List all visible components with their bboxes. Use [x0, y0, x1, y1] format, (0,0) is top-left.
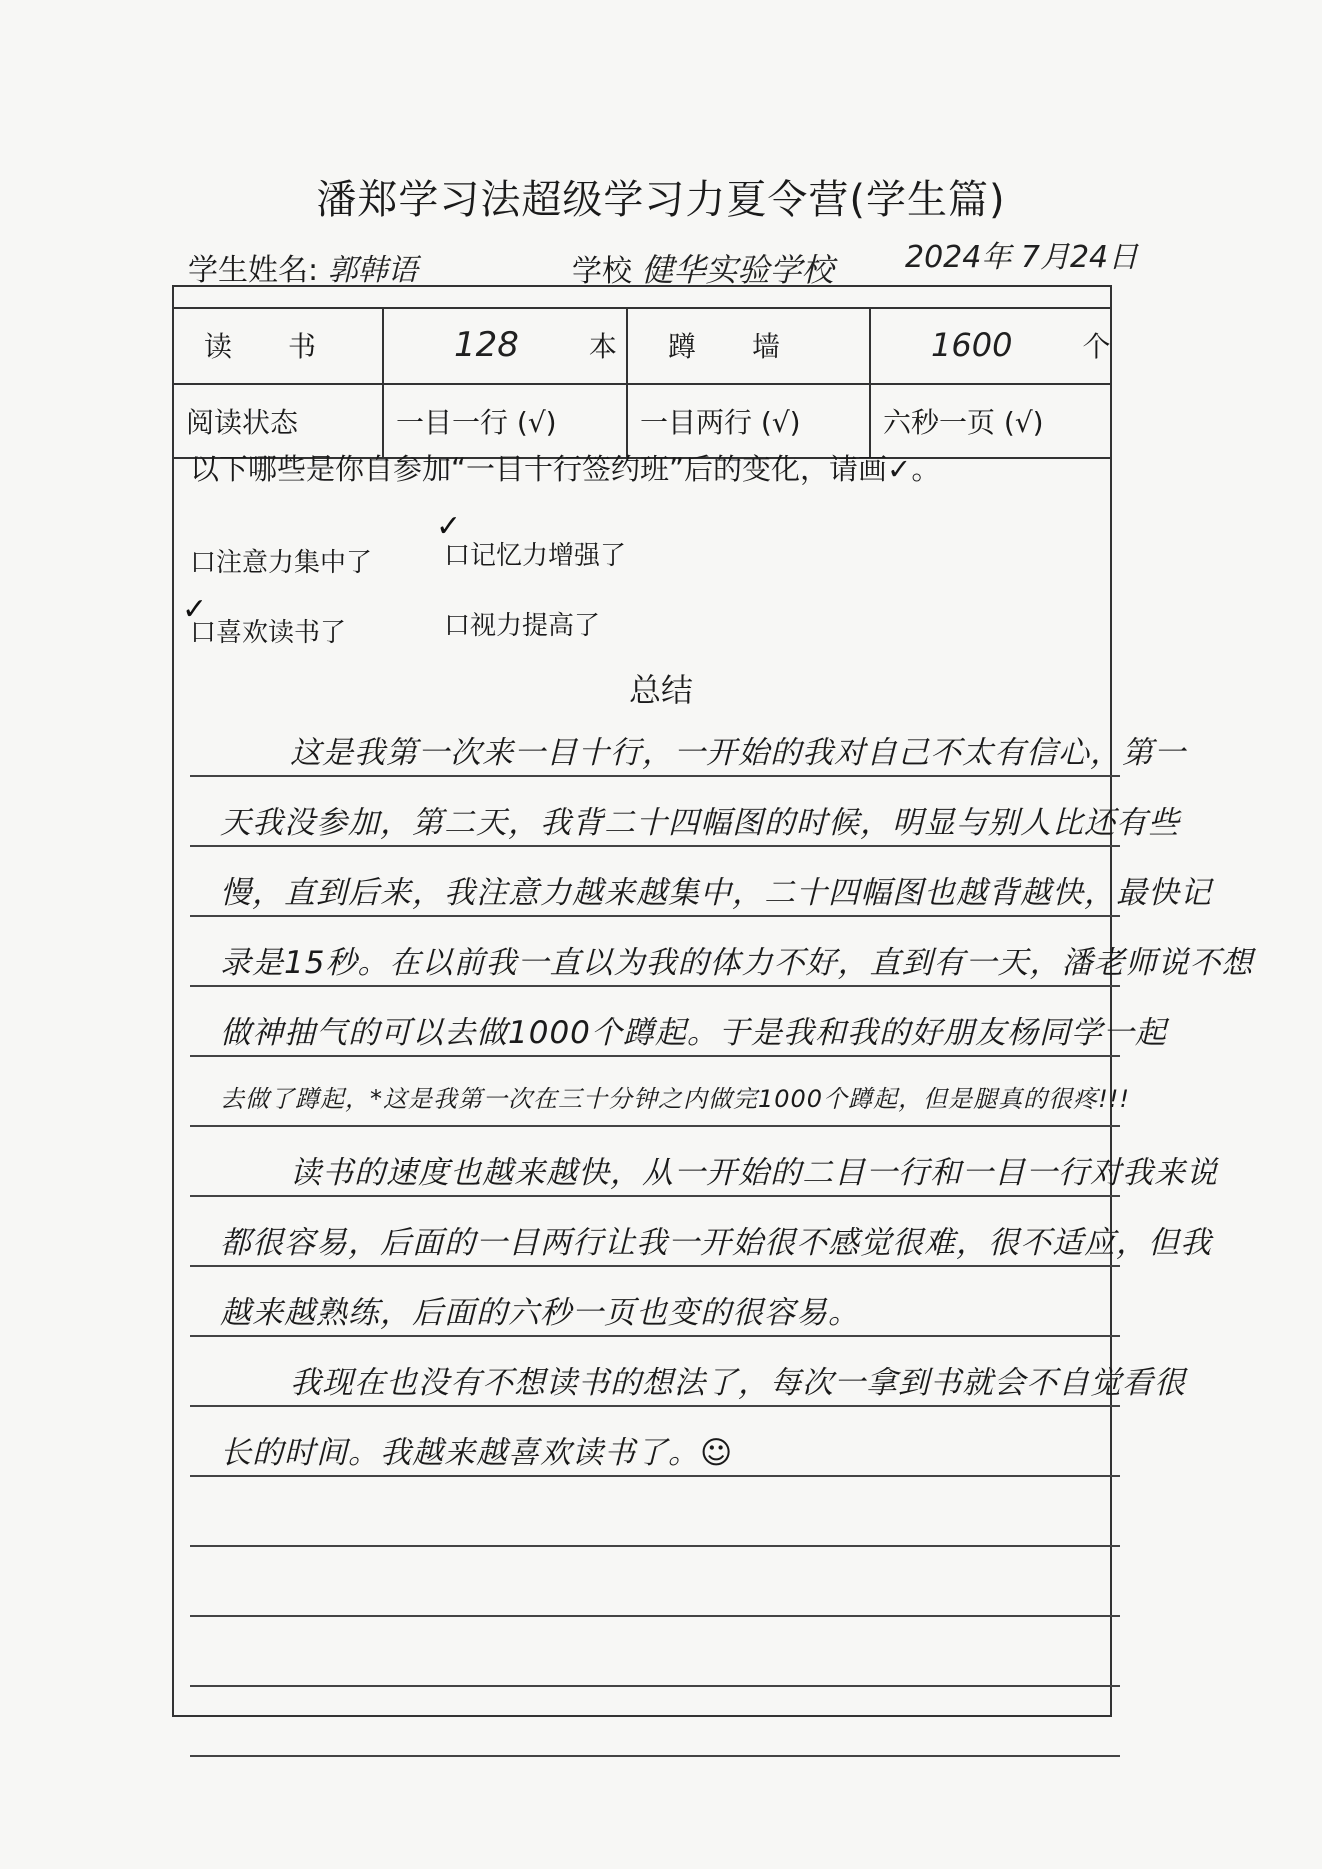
status-label: 阅读状态 — [174, 385, 384, 457]
date-value: 2024年 7月24日 — [905, 240, 1139, 275]
summary-line: 录是15秒。在以前我一直以为我的体力不好，直到有一天，潘老师说不想 — [220, 945, 1254, 981]
option-attention: 口注意力集中了 — [190, 548, 373, 578]
summary-line: 越来越熟练，后面的六秒一页也变的很容易。 — [220, 1295, 860, 1331]
student-name-value: 郭韩语 — [327, 253, 418, 288]
reading-value-cell — [384, 307, 628, 383]
status-opt-3: 六秒一页 (√) — [883, 406, 1044, 439]
option-reading: 口喜欢读书了 — [190, 618, 347, 648]
reading-row — [174, 307, 1110, 385]
wall-value-cell — [871, 307, 1114, 383]
summary-line: 我现在也没有不想读书的想法了，每次一拿到书就会不自觉看很 — [290, 1365, 1186, 1401]
wall-value: 1600 — [931, 326, 1013, 364]
summary-line: 这是我第一次来一目十行，一开始的我对自己不太有信心，第一 — [290, 735, 1186, 771]
page-title: 潘郑学习法超级学习力夏令营(学生篇) — [316, 177, 1006, 223]
status-opt-2: 一目两行 (√) — [628, 385, 871, 457]
summary-line: 长的时间。我越来越喜欢读书了。☺ — [220, 1435, 734, 1471]
school-value: 健华实验学校 — [641, 251, 834, 289]
school-label: 学校 — [572, 254, 632, 289]
reading-label: 读 书 — [174, 307, 384, 383]
summary-line: 去做了蹲起，*这是我第一次在三十分钟之内做完1000个蹲起，但是腿真的很疼!!! — [220, 1085, 1130, 1113]
summary-line: 读书的速度也越来越快，从一开始的二目一行和一目一行对我来说 — [290, 1155, 1218, 1191]
check-mark-icon: ✓ — [182, 592, 208, 627]
option-memory: 口记忆力增强了 — [444, 541, 627, 571]
summary-line: 天我没参加，第二天，我背二十四幅图的时候，明显与别人比还有些 — [220, 805, 1180, 841]
summary-line: 都很容易，后面的一目两行让我一开始很不感觉很难，很不适应，但我 — [220, 1225, 1212, 1261]
wall-label: 蹲 墙 — [628, 307, 871, 383]
student-name-label: 学生姓名: — [188, 253, 319, 288]
summary-line: 做神抽气的可以去做1000个蹲起。于是我和我的好朋友杨同学一起 — [220, 1015, 1167, 1051]
reading-value: 128 — [454, 325, 519, 365]
wall-unit: 个 — [1082, 330, 1111, 363]
check-mark-icon: ✓ — [436, 509, 462, 544]
reading-unit: 本 — [588, 330, 617, 363]
summary-title: 总结 — [628, 671, 693, 709]
form-frame — [172, 285, 1112, 1717]
option-eyesight: 口视力提高了 — [444, 611, 601, 641]
summary-line: 慢，直到后来，我注意力越来越集中，二十四幅图也越背越快，最快记 — [220, 875, 1212, 911]
status-opt-1: 一目一行 (√) — [384, 385, 628, 457]
student-name-row — [188, 245, 418, 289]
question-text: 以下哪些是你自参加“一目十行签约班”后的变化，请画✓。 — [190, 452, 941, 486]
